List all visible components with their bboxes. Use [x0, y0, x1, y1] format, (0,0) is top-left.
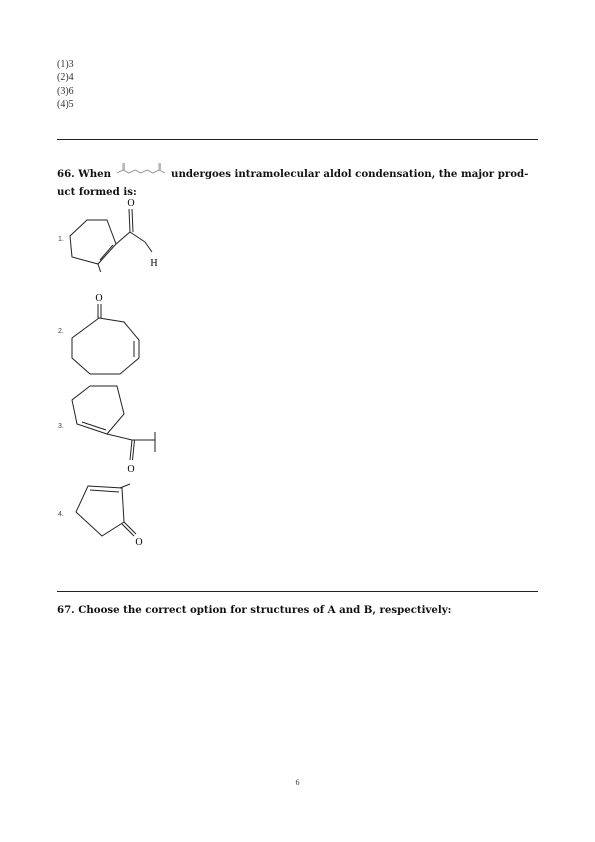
option-2-number: 2. — [58, 328, 64, 335]
page-number: 6 — [295, 778, 300, 787]
question-66-lead: When — [78, 167, 112, 180]
option-1-structure[interactable] — [60, 194, 180, 272]
option-1-oxygen-label: O — [127, 198, 135, 209]
prev-option-1: (1)3 — [57, 59, 74, 70]
reactant-structure-image — [115, 159, 167, 181]
option-4-number: 4. — [58, 511, 64, 518]
prev-option-2: (2)4 — [57, 72, 74, 84]
option-3-oxygen-label: O — [127, 464, 135, 475]
prev-option-4: (4)5 — [57, 99, 74, 111]
option-4-structure[interactable] — [66, 474, 166, 554]
question-66-number: 66. — [57, 167, 75, 180]
option-4-oxygen-label: O — [135, 537, 143, 548]
question-66-stem: undergoes intramolecular aldol condensation, the major prod- — [171, 167, 529, 180]
option-3-number: 3. — [58, 423, 64, 430]
option-1-number: 1. — [58, 236, 64, 243]
section-divider-bottom — [57, 591, 538, 592]
option-2-structure[interactable] — [62, 290, 162, 380]
question-67-text: Choose the correct option for structures of A and B, respectively: — [78, 604, 452, 616]
question-66-stem-cont: uct formed is: — [57, 186, 137, 198]
question-67-number: 67. — [57, 604, 75, 616]
prev-option-3: (3)6 — [57, 85, 74, 97]
question-67 — [57, 604, 451, 616]
previous-question-options — [57, 58, 74, 112]
option-3-structure[interactable] — [62, 378, 172, 476]
section-divider-top — [57, 139, 538, 140]
option-2-oxygen-label: O — [95, 293, 103, 304]
option-1-hydrogen-label: H — [150, 258, 158, 269]
